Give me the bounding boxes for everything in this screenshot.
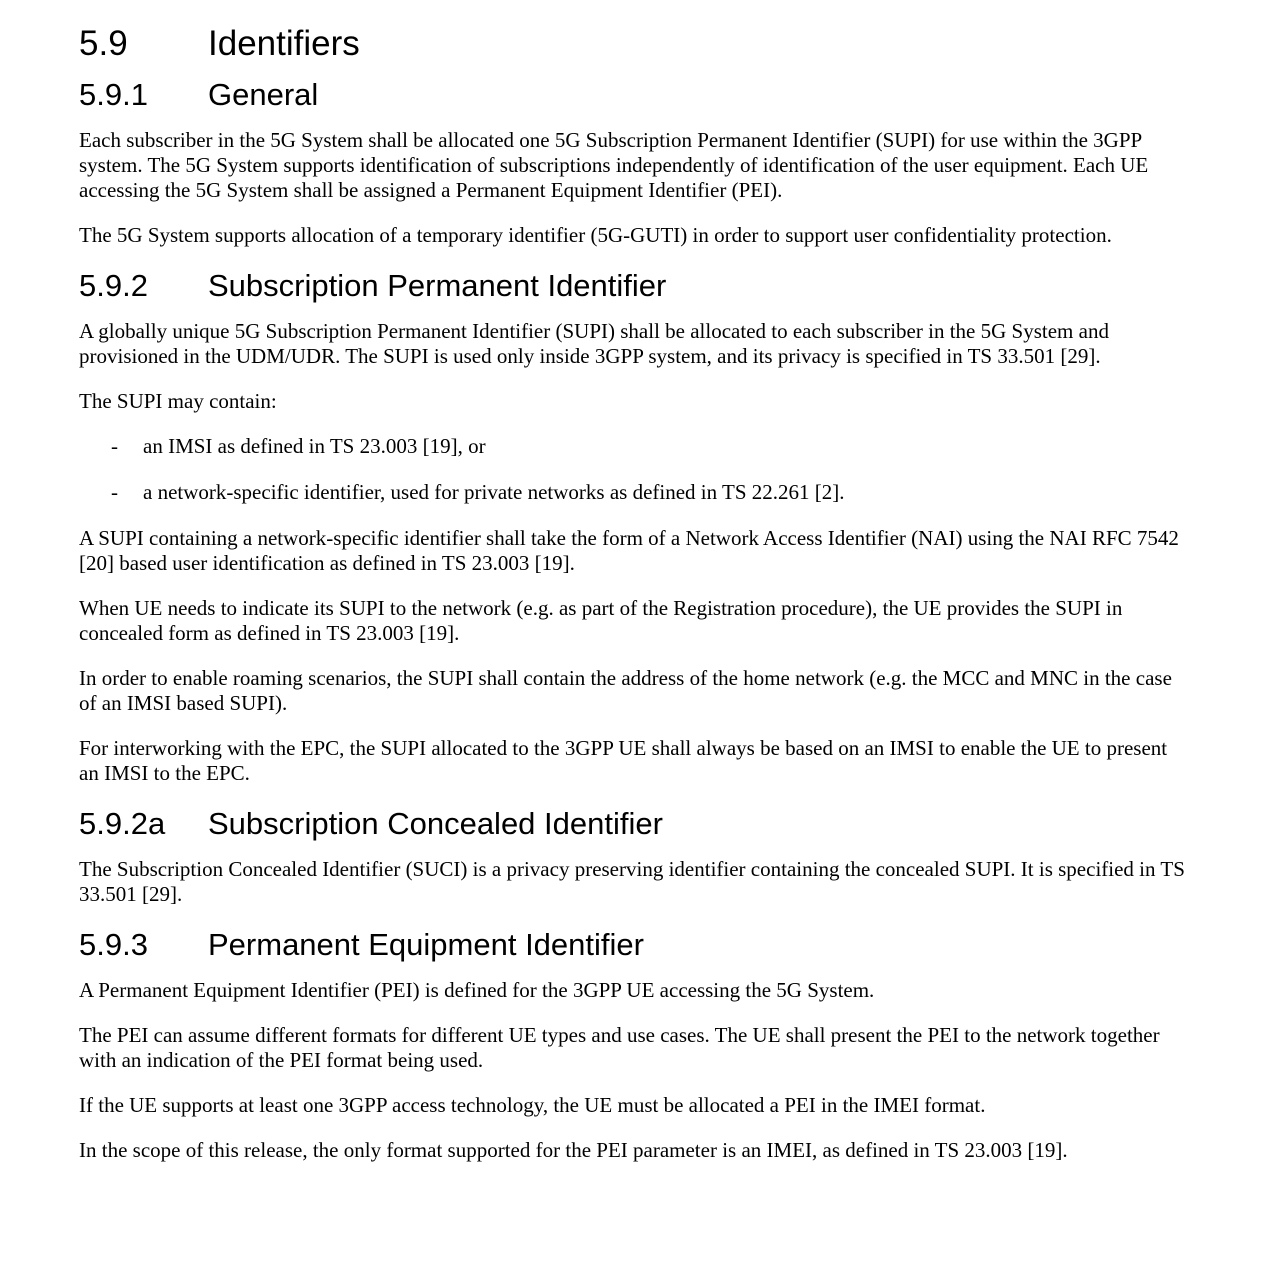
section-title: Subscription Concealed Identifier xyxy=(208,806,663,841)
heading-5-9-3 xyxy=(79,927,1189,963)
paragraph: A Permanent Equipment Identifier (PEI) is defined for the 3GPP UE accessing the 5G System. xyxy=(79,978,875,1002)
section-number: 5.9.2a xyxy=(79,806,166,841)
list-item-text: an IMSI as defined in TS 23.003 [19], or xyxy=(143,434,486,458)
section-title: Permanent Equipment Identifier xyxy=(208,927,644,962)
paragraph: The PEI can assume different formats for different UE types and use cases. The UE shall present the PEI to the network together with an indication of the PEI format being used. xyxy=(79,1023,1160,1072)
heading-5-9-2 xyxy=(79,268,1189,304)
paragraph: A SUPI containing a network-specific identifier shall take the form of a Network Access Identifier (NAI) using the NAI RFC 7542 [20] based user identification as defined in TS 23.003 [19]. xyxy=(79,526,1179,575)
heading-5-9-2a xyxy=(79,806,1189,842)
section-title: General xyxy=(208,77,319,112)
list-dash: - xyxy=(111,434,118,458)
section-number: 5.9.2 xyxy=(79,268,148,303)
section-number: 5.9.3 xyxy=(79,927,148,962)
list-item xyxy=(79,480,1189,505)
section-title: Identifiers xyxy=(208,24,360,63)
paragraph: For interworking with the EPC, the SUPI allocated to the 3GPP UE shall always be based on an IMSI to enable the UE to present an IMSI to the EPC. xyxy=(79,736,1168,785)
paragraph: In order to enable roaming scenarios, the SUPI shall contain the address of the home network (e.g. the MCC and MNC in the case of an IMSI based SUPI). xyxy=(79,666,1172,715)
heading-5-9-1 xyxy=(79,77,1189,113)
paragraph: The 5G System supports allocation of a temporary identifier (5G-GUTI) in order to support user confidentiality protection. xyxy=(79,223,1112,247)
list-dash: - xyxy=(111,480,118,504)
list-item xyxy=(79,434,1189,459)
paragraph: In the scope of this release, the only format supported for the PEI parameter is an IMEI, as defined in TS 23.003 [19]. xyxy=(79,1138,1068,1162)
section-title: Subscription Permanent Identifier xyxy=(208,268,667,303)
paragraph: A globally unique 5G Subscription Permanent Identifier (SUPI) shall be allocated to each subscriber in the 5G System and provisioned in the UDM/UDR. The SUPI is used only inside 3GPP system, and its privacy is specified in TS 33.501 [29]. xyxy=(79,319,1109,368)
heading-5-9 xyxy=(79,24,1189,64)
list-item-text: a network-specific identifier, used for private networks as defined in TS 22.261 [2]. xyxy=(143,480,845,504)
paragraph: Each subscriber in the 5G System shall be allocated one 5G Subscription Permanent Identifier (SUPI) for use within the 3GPP system. The 5G System supports identification of subscriptions independently of identification of the user equipment. Each UE accessing the 5G System shall be assigned a Permanent Equipment Identifier (PEI). xyxy=(79,128,1149,202)
paragraph: If the UE supports at least one 3GPP access technology, the UE must be allocated a PEI in the IMEI format. xyxy=(79,1093,986,1117)
paragraph: When UE needs to indicate its SUPI to the network (e.g. as part of the Registration procedure), the UE provides the SUPI in concealed form as defined in TS 23.003 [19]. xyxy=(79,596,1123,645)
section-number: 5.9 xyxy=(79,24,128,63)
document-page xyxy=(79,24,1189,1183)
paragraph: The SUPI may contain: xyxy=(79,389,277,413)
section-number: 5.9.1 xyxy=(79,77,148,112)
paragraph: The Subscription Concealed Identifier (SUCI) is a privacy preserving identifier containing the concealed SUPI. It is specified in TS 33.501 [29]. xyxy=(79,857,1185,906)
